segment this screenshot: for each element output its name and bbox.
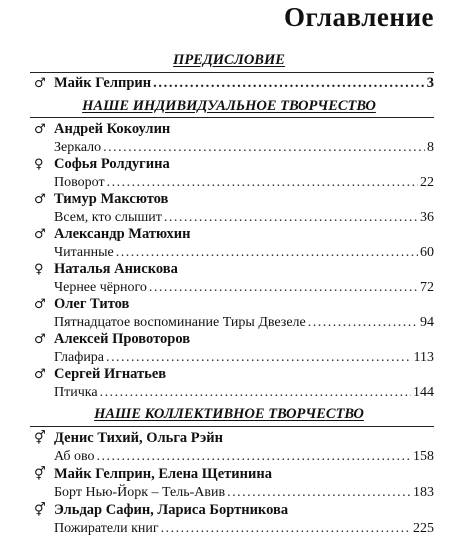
author-name: Андрей Кокоулин xyxy=(54,121,171,137)
page-number: 3 xyxy=(426,75,434,91)
pair-symbol-icon: ⚥ xyxy=(34,467,46,482)
work-title: Пятнадцатое воспоминание Тиры Двезеле xyxy=(54,315,306,330)
toc-entry-preface[interactable] xyxy=(34,75,434,92)
work-title: Глафира xyxy=(54,350,105,365)
toc-author xyxy=(34,261,434,278)
section-heading-individual: НАШЕ ИНДИВИДУАЛЬНОЕ ТВОРЧЕСТВО xyxy=(82,98,376,114)
male-symbol-icon: ♂ xyxy=(34,122,46,137)
author-name: Сергей Игнатьев xyxy=(54,366,167,382)
female-symbol-icon: ♀ xyxy=(34,157,44,172)
leader-dots xyxy=(100,385,411,401)
page-number: 36 xyxy=(420,210,434,225)
toc-work-entry[interactable] xyxy=(54,245,434,261)
author-name: Денис Тихий, Ольга Рэйн xyxy=(54,430,223,446)
work-title: Читанные xyxy=(54,245,114,260)
work-title: Зеркало xyxy=(54,140,102,155)
leader-dots xyxy=(161,521,411,537)
toc-work-entry[interactable] xyxy=(54,449,434,465)
male-symbol-icon: ♂ xyxy=(34,297,46,312)
toc-author xyxy=(34,366,434,383)
work-title: Всем, кто слышит xyxy=(54,210,162,225)
leader-dots xyxy=(106,350,411,366)
male-symbol-icon: ♂ xyxy=(34,227,46,242)
author-name: Софья Ролдугина xyxy=(54,156,170,172)
male-symbol-icon: ♂ xyxy=(34,332,46,347)
author-name: Эльдар Сафин, Лариса Бортникова xyxy=(54,502,289,518)
page-number: 144 xyxy=(413,385,434,400)
leader-dots xyxy=(227,485,411,501)
pair-symbol-icon: ⚥ xyxy=(34,431,46,446)
leader-dots xyxy=(149,280,418,296)
toc-author xyxy=(34,156,434,173)
page-number: 94 xyxy=(420,315,434,330)
leader-dots xyxy=(164,210,418,226)
male-symbol-icon: ♂ xyxy=(34,367,46,382)
toc-work-entry[interactable] xyxy=(54,210,434,226)
male-symbol-icon: ♂ xyxy=(34,192,46,207)
leader-dots xyxy=(153,75,425,92)
section-divider xyxy=(30,426,434,427)
page-number: 60 xyxy=(420,245,434,260)
toc-author xyxy=(34,121,434,138)
page-number: 8 xyxy=(427,140,434,155)
toc-work-entry[interactable] xyxy=(54,485,434,501)
toc-work-entry[interactable] xyxy=(54,350,434,366)
page-number: 183 xyxy=(413,485,434,500)
work-title: Поворот xyxy=(54,175,105,190)
toc-author xyxy=(34,502,434,519)
author-name: Олег Титов xyxy=(54,296,130,312)
toc-author xyxy=(34,466,434,483)
work-title: Борт Нью-Йорк – Тель-Авив xyxy=(54,485,226,500)
author-name: Майк Гелприн, Елена Щетинина xyxy=(54,466,272,482)
work-title: Птичка xyxy=(54,385,98,400)
author-name: Наталья Анискова xyxy=(54,261,178,277)
author-name: Алексей Провоторов xyxy=(54,331,191,347)
toc-work-entry[interactable] xyxy=(54,175,434,191)
toc-author xyxy=(34,296,434,313)
toc-work-entry[interactable] xyxy=(54,385,434,401)
author-name: Александр Матюхин xyxy=(54,226,191,242)
toc-work-entry[interactable] xyxy=(54,280,434,296)
toc-author xyxy=(34,191,434,208)
toc-author xyxy=(34,331,434,348)
work-title: Чернее чёрного xyxy=(54,280,147,295)
page-number: 113 xyxy=(413,350,434,365)
page-title: Оглавление xyxy=(284,2,434,32)
female-symbol-icon: ♀ xyxy=(34,262,44,277)
section-heading-collective: НАШЕ КОЛЛЕКТИВНОЕ ТВОРЧЕСТВО xyxy=(94,406,364,422)
section-divider xyxy=(30,72,434,73)
leader-dots xyxy=(308,315,418,331)
toc-author xyxy=(34,226,434,243)
male-symbol-icon: ♂ xyxy=(34,76,46,91)
page-number: 158 xyxy=(413,449,434,464)
toc-author xyxy=(34,430,434,447)
page-number: 72 xyxy=(420,280,434,295)
work-title: Аб ово xyxy=(54,449,95,464)
leader-dots xyxy=(97,449,411,465)
leader-dots xyxy=(107,175,418,191)
leader-dots xyxy=(116,245,418,261)
section-divider xyxy=(30,117,434,118)
author-name: Майк Гелприн xyxy=(54,75,152,91)
toc-work-entry[interactable] xyxy=(54,140,434,156)
toc-work-entry[interactable] xyxy=(54,521,434,537)
page-number: 225 xyxy=(413,521,434,536)
author-name: Тимур Максютов xyxy=(54,191,169,207)
leader-dots xyxy=(103,140,425,156)
section-heading-preface: ПРЕДИСЛОВИЕ xyxy=(173,52,285,68)
work-title: Пожиратели книг xyxy=(54,521,159,536)
pair-symbol-icon: ⚥ xyxy=(34,503,46,518)
page-number: 22 xyxy=(420,175,434,190)
toc-work-entry[interactable] xyxy=(54,315,434,331)
